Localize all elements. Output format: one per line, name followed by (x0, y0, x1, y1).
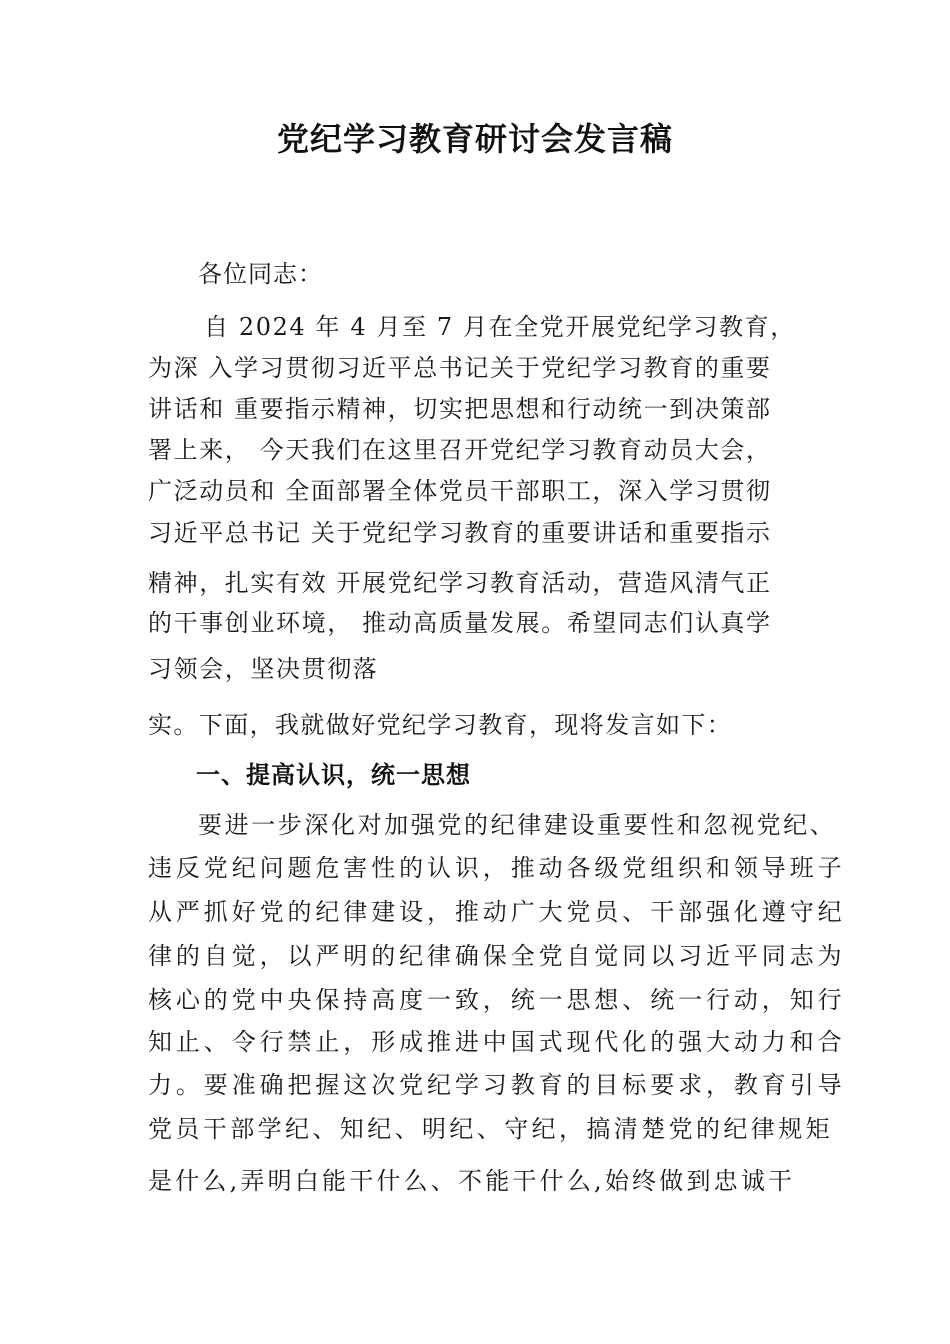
intro-line: 署上来， 今天我们在这里召开党纪学习教育动员大会， (148, 436, 772, 464)
body-line: 违反党纪问题危害性的认识，推动各级党组织和领导班子 (148, 854, 846, 882)
body-line: 是什么,弄明白能干什么、不能干什么,始终做到忠诚干 (148, 1167, 796, 1195)
section-heading: 一、提高认识，统一思想 (196, 761, 471, 789)
body-line: 力。要准确把握这次党纪学习教育的目标要求，教育引导 (148, 1071, 846, 1099)
body-line: 要进一步深化对加强党的纪律建设重要性和忽视党纪、 (198, 811, 837, 839)
intro-line: 的干事创业环境， 推动高质量发展。希望同志们认真学 (148, 609, 772, 637)
intro-line: 习近平总书记 关于党纪学习教育的重要讲话和重要指示 (148, 519, 772, 547)
salutation: 各位同志： (198, 260, 323, 288)
intro-line: 自 2024 年 4 月至 7 月在全党开展党纪学习教育， (204, 313, 796, 341)
body-line: 从严抓好党的纪律建设，推动广大党员、干部强化遵守纪 (148, 898, 846, 926)
body-line: 核心的党中央保持高度一致，统一思想、统一行动，知行 (148, 986, 846, 1014)
body-line: 律的自觉，以严明的纪律确保全党自觉同以习近平同志为 (148, 942, 846, 970)
intro-line: 讲话和 重要指示精神，切实把思想和行动统一到决策部 (148, 395, 772, 423)
transition-line: 实。下面，我就做好党纪学习教育，现将发言如下： (148, 711, 733, 739)
intro-line: 广泛动员和 全面部署全体党员干部职工，深入学习贯彻 (148, 477, 772, 505)
document-title: 党纪学习教育研讨会发言稿 (276, 120, 673, 158)
body-line: 党员干部学纪、知纪、明纪、守纪，搞清楚党的纪律规矩 (148, 1115, 833, 1143)
body-line: 知止、令行禁止，形成推进中国式现代化的强大动力和合 (148, 1028, 846, 1056)
intro-line: 为深 入学习贯彻习近平总书记关于党纪学习教育的重要 (148, 354, 772, 382)
intro-line: 精神，扎实有效 开展党纪学习教育活动，营造风清气正 (148, 569, 772, 597)
intro-line: 习领会，坚决贯彻落 (148, 655, 379, 683)
